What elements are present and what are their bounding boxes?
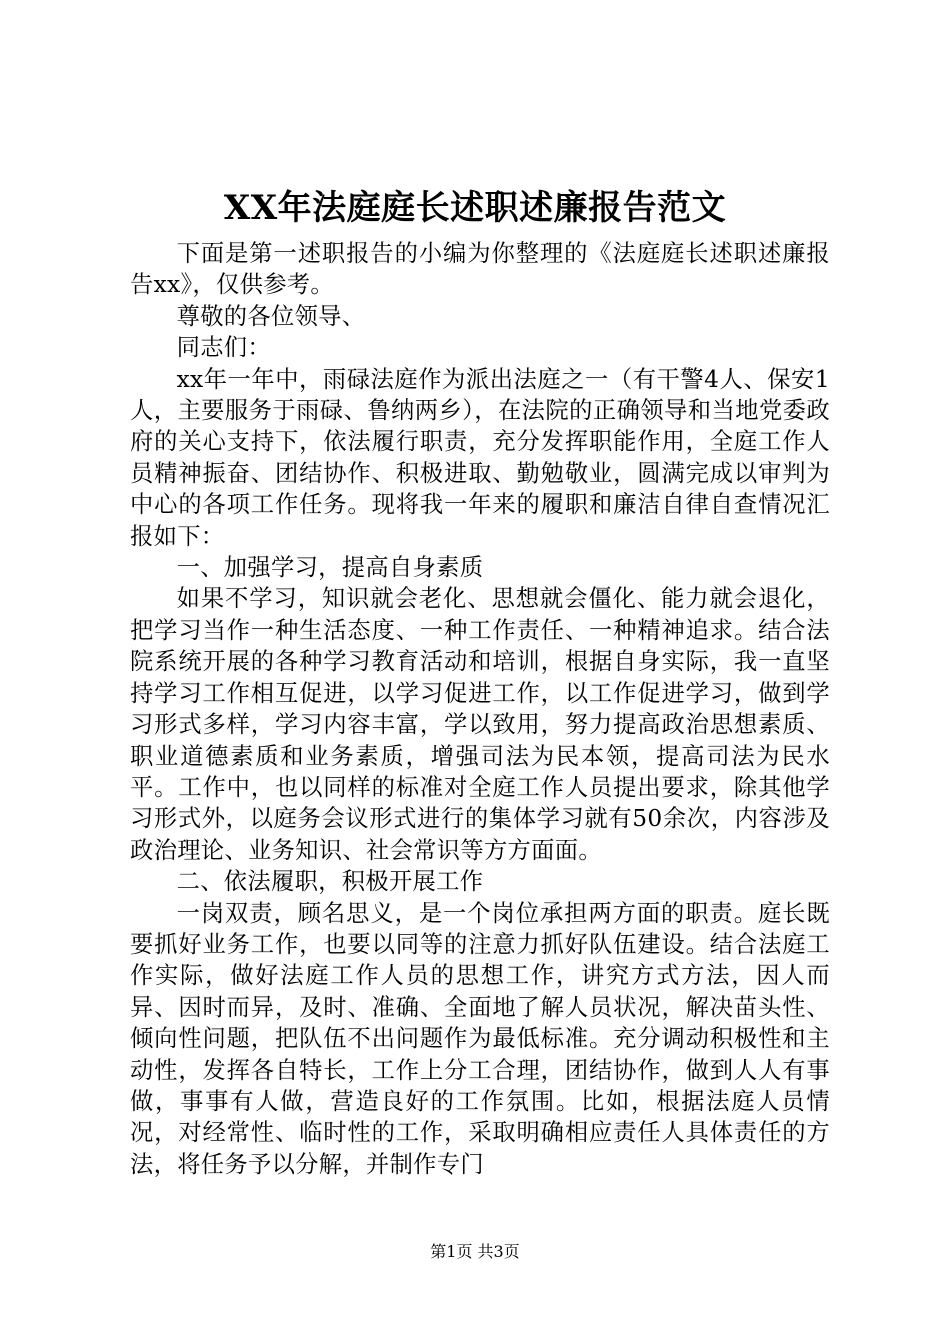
- salutation-line: 同志们：: [176, 334, 271, 362]
- page-footer: 第1页 共3页: [430, 1242, 520, 1261]
- salutation-line: 尊敬的各位领导、: [176, 302, 366, 330]
- document-title: XX年法庭庭长述职述廉报告范文: [223, 188, 727, 228]
- document-body: [130, 238, 830, 1180]
- body-paragraph: 如果不学习，知识就会老化、思想就会僵化、能力就会退化，把学习当作一种生活态度、一种工作责任、一种精神追求。结合法院系统开展的各种学习教育活动和培训，根据自身实际，我一直坚持学习工作相互促进，以学习促进工作，以工作促进学习，做到学习形式多样，学习内容丰富，学以致用，努力提高政治思想素质、职业道德素质和业务素质，增强司法为民本领，提高司法为民水平。工作中，也以同样的标准对全庭工作人员提出要求，除其他学习形式外，以庭务会议形式进行的集体学习就有50余次，内容涉及政治理论、业务知识、社会常识等方方面面。: [130, 585, 830, 864]
- intro-paragraph: 下面是第一述职报告的小编为你整理的《法庭庭长述职述廉报告xx》，仅供参考。: [130, 240, 830, 299]
- section-heading: 二、依法履职，积极开展工作: [176, 868, 484, 896]
- body-paragraph: 一岗双责，顾名思义，是一个岗位承担两方面的职责。庭长既要抓好业务工作，也要以同等的注意力抓好队伍建设。结合法庭工作实际，做好法庭工作人员的思想工作，讲究方式方法，因人而异、因时而异，及时、准确、全面地了解人员状况，解决苗头性、倾向性问题，把队伍不出问题作为最低标准。充分调动积极性和主动性，发挥各自特长，工作上分工合理，团结协作，做到人人有事做，事事有人做，营造良好的工作氛围。比如，根据法庭人员情况，对经常性、临时性的工作，采取明确相应责任人具体责任的方法，将任务予以分解，并制作专门: [130, 899, 830, 1178]
- section-heading: 一、加强学习，提高自身素质: [176, 554, 484, 582]
- body-paragraph: xx年一年中，雨碌法庭作为派出法庭之一（有干警4人、保安1人，主要服务于雨碌、鲁纳两乡），在法院的正确领导和当地党委政府的关心支持下，依法履行职责，充分发挥职能作用，全庭工作人员精神振奋、团结协作、积极进取、勤勉敬业，圆满完成以审判为中心的各项工作任务。现将我一年来的履职和廉洁自律自查情况汇报如下：: [130, 365, 830, 550]
